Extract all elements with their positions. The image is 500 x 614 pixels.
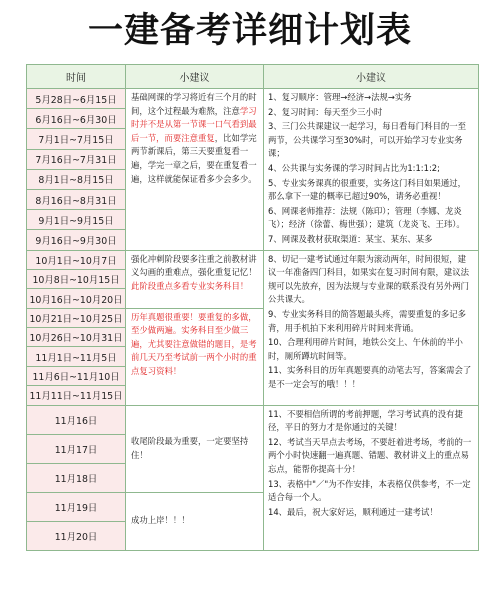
date-range-cell: 6月16日~6月30日 bbox=[27, 109, 126, 129]
date-range-cell: 8月1日~8月15日 bbox=[27, 169, 126, 189]
tip-paragraph: 10、合理利用碎片时间，地铁公交上、午休前的半小时，厕所蹲坑时间等。 bbox=[268, 337, 463, 361]
right-tip-header: 小建议 bbox=[264, 65, 479, 89]
right-tip-cell bbox=[264, 250, 479, 405]
mid-tip-cell bbox=[126, 250, 264, 308]
date-range-cell: 11月16日 bbox=[27, 405, 126, 434]
plan-table-body bbox=[27, 89, 479, 551]
date-range-cell: 11月18日 bbox=[27, 463, 126, 492]
date-range-cell: 11月1日~11月5日 bbox=[27, 347, 126, 366]
date-range-cell: 11月11日~11月15日 bbox=[27, 386, 126, 405]
right-tip-cell bbox=[264, 405, 479, 550]
date-range-cell: 5月28日~6月15日 bbox=[27, 89, 126, 109]
date-range-cell: 9月16日~9月30日 bbox=[27, 230, 126, 250]
time-header: 时间 bbox=[27, 65, 126, 89]
date-range-cell: 10月16日~10月20日 bbox=[27, 289, 126, 308]
tip-text: 强化冲刺阶段要多注重之前教材讲义勾画的重难点，强化重复记忆！ bbox=[131, 253, 257, 278]
highlighted-tip-text: 学习时并不是从第一节课一口气看到最后一节，而要注意重复 bbox=[131, 105, 257, 143]
tip-paragraph: 6、网课老师推荐：法规（陈印）；管理（李娜、龙炎飞）；经济（徐蕾、梅世强）；建筑（龙炎飞、王玮）。 bbox=[268, 205, 465, 230]
tip-text: 基础网课的学习将近有三个月的时间，这个过程最为难熬，注意 bbox=[131, 92, 257, 116]
date-range-cell: 10月8日~10月15日 bbox=[27, 269, 126, 288]
date-range-cell: 11月6日~11月10日 bbox=[27, 366, 126, 385]
highlighted-tip-text: 历年真题很重要！要重复的多做，至少做两遍。实务科目至少做三遍，尤其要注意做错的题目，是考前几天乃至考试前一两个小时的重点复习资料！ bbox=[131, 311, 257, 377]
tip-paragraph: 7、网课及教材获取渠道：某宝、某东、某多 bbox=[268, 233, 433, 244]
plan-table bbox=[26, 64, 479, 551]
right-tip-cell bbox=[264, 89, 479, 251]
tip-paragraph: 9、专业实务科目的简答题最头疼，需要重复的多记多背，用手机拍下来利用碎片时间来背诵。 bbox=[268, 308, 466, 333]
date-range-cell: 10月21日~10月25日 bbox=[27, 308, 126, 327]
mid-tip-cell bbox=[126, 89, 264, 251]
mid-tip-header: 小建议 bbox=[126, 65, 264, 89]
tip-text: 成功上岸！！！ bbox=[131, 515, 190, 526]
tip-paragraph: 4、公共课与实务课的学习时间占比为1:1:1:2; bbox=[268, 162, 440, 173]
plan-row bbox=[27, 250, 479, 269]
tip-paragraph: 11、不要相信所谓的考前押题，学习考试真的没有捷径，平日的努力才是你通过的关键！ bbox=[268, 408, 463, 433]
mid-tip-cell bbox=[126, 405, 264, 492]
date-range-cell: 10月26日~10月31日 bbox=[27, 328, 126, 347]
tip-paragraph: 1、复习顺序：管理→经济→法规→实务 bbox=[268, 92, 412, 102]
tip-text: ，比如学完两节新课后，第三天要重复看一遍，学完一章之后，要在重复看一遍，这样就能保证看多少会多少。 bbox=[131, 132, 257, 184]
tip-paragraph: 3、三门公共课建议一起学习，每日看每门科目的一至两节，公共课学习至30%时，可以开始学习专业实务课； bbox=[268, 121, 466, 159]
plan-row bbox=[27, 405, 479, 434]
date-range-cell: 11月20日 bbox=[27, 521, 126, 550]
date-range-cell: 8月16日~8月31日 bbox=[27, 189, 126, 209]
tip-paragraph: 5、专业实务课真的很重要，实务这门科目如果通过，那么拿下一建的概率已超过90%，请务必重视！ bbox=[268, 177, 466, 202]
tip-paragraph: 12、考试当天早点去考场，不要赶着进考场，考前的一两个小时快速翻一遍真题、错题、教材讲义上的重点易忘点，能帮你提高十分！ bbox=[268, 436, 472, 475]
tip-text: 收尾阶段最为重要，一定要坚持住！ bbox=[131, 436, 249, 460]
mid-tip-cell bbox=[126, 492, 264, 550]
date-range-cell: 10月1日~10月7日 bbox=[27, 250, 126, 269]
mid-tip-cell bbox=[126, 308, 264, 405]
plan-row bbox=[27, 89, 479, 109]
date-range-cell: 7月1日~7月15日 bbox=[27, 129, 126, 149]
tip-paragraph: 2、复习时间：每天至少三小时 bbox=[268, 106, 383, 117]
header-row bbox=[27, 65, 479, 89]
date-range-cell: 11月17日 bbox=[27, 434, 126, 463]
tip-paragraph: 11、实务科目的历年真题要真的动笔去写，答案需会了是不一定会写的哦！！！ bbox=[268, 365, 472, 389]
tip-paragraph: 8、切记一建考试通过年限为滚动两年，时间很短，建议一年准备四门科目，如果实在复习时间有限，建议法规可以先放弃，因为法规与专业课的联系没有另外两门公共课大。 bbox=[268, 253, 469, 305]
page-title: 一建备考详细计划表 bbox=[87, 11, 412, 51]
date-range-cell: 7月16日~7月31日 bbox=[27, 149, 126, 169]
date-range-cell: 9月1日~9月15日 bbox=[27, 210, 126, 230]
highlighted-tip-text: 此阶段重点多看专业实务科目！ bbox=[131, 280, 249, 291]
tip-paragraph: 13、表格中"／"为不作安排，本表格仅供参考，不一定适合每一个人。 bbox=[268, 478, 471, 503]
tip-paragraph: 14、最后，祝大家好运，顺利通过一建考试！ bbox=[268, 506, 438, 517]
date-range-cell: 11月19日 bbox=[27, 492, 126, 521]
